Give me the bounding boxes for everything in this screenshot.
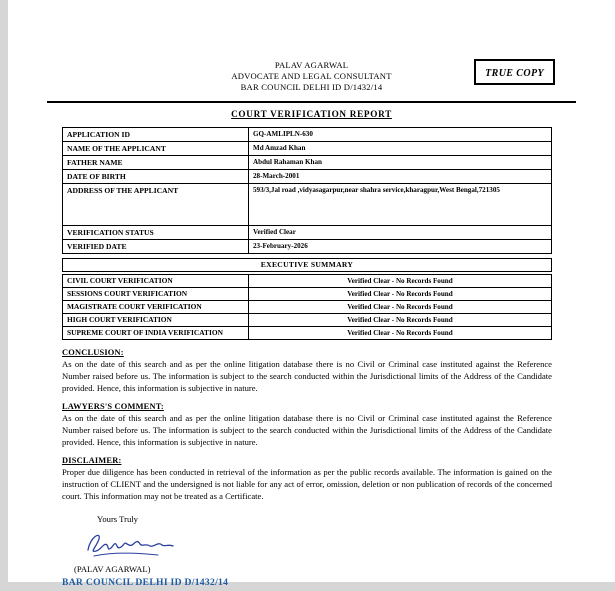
true-copy-label: TRUE COPY	[485, 68, 544, 79]
header-divider	[47, 101, 576, 103]
lawyers-comment-heading: LAWYERS'S COMMENT:	[62, 401, 164, 411]
summary-value: Verified Clear - No Records Found	[249, 313, 552, 326]
summary-label: CIVIL COURT VERIFICATION	[63, 274, 249, 287]
table-row	[63, 169, 552, 183]
report-title: COURT VERIFICATION REPORT	[231, 108, 392, 119]
table-row	[63, 183, 552, 225]
table-row	[63, 225, 552, 239]
disclaimer-text: Proper due diligence has been conducted in retrieval of the information as per the public records available. The information is gained on the instruction of CLIENT and the undersigned is not liable for any act of error, omission, deletion or non publication of records of the concerned court. This information may not be treated as a Certificate.	[62, 466, 552, 501]
summary-value: Verified Clear - No Records Found	[249, 300, 552, 313]
conclusion-heading: CONCLUSION:	[62, 347, 124, 357]
summary-value: Verified Clear - No Records Found	[249, 287, 552, 300]
table-row	[63, 141, 552, 155]
summary-label: SESSIONS COURT VERIFICATION	[63, 287, 249, 300]
signature-image	[80, 526, 180, 564]
table-row	[63, 313, 552, 326]
field-value: 28-March-2001	[249, 169, 552, 183]
disclaimer-heading: DISCLAIMER:	[62, 455, 122, 465]
field-value: Verified Clear	[249, 225, 552, 239]
table-row	[63, 127, 552, 141]
signer-name: (PALAV AGARWAL)	[74, 563, 151, 574]
executive-summary-title: EXECUTIVE SUMMARY	[63, 258, 552, 271]
executive-summary-header	[62, 258, 552, 272]
field-label: VERIFICATION STATUS	[63, 225, 249, 239]
applicant-details-table	[62, 127, 552, 254]
lawyers-comment-section	[62, 402, 552, 448]
field-label: ADDRESS OF THE APPLICANT	[63, 183, 249, 225]
summary-label: MAGISTRATE COURT VERIFICATION	[63, 300, 249, 313]
conclusion-section	[62, 348, 552, 394]
field-value: 593/3,Jal road ,vidyasagarpur,near shahra service,kharagpur,West Bengal,721305	[249, 183, 552, 225]
table-row	[63, 155, 552, 169]
advocate-bar-id: BAR COUNCIL DELHI ID D/1432/14	[240, 82, 383, 93]
table-row	[63, 274, 552, 287]
table-row	[63, 326, 552, 339]
executive-summary-table	[62, 274, 552, 340]
field-label: DATE OF BIRTH	[63, 169, 249, 183]
true-copy-stamp	[474, 59, 555, 85]
conclusion-text: As on the date of this search and as per the online litigation database there is no Civil or Criminal case instituted against the Reference Number raised before us. The information is subject to the search conducted within the Jurisdictional limits of the Address of the Candidate provided. Hence, this information is subjective in nature.	[62, 358, 552, 393]
table-row	[63, 258, 552, 271]
table-row	[63, 287, 552, 300]
field-value: Md Amzad Khan	[249, 141, 552, 155]
field-value: 23-February-2026	[249, 239, 552, 253]
advocate-name: PALAV AGARWAL	[274, 60, 349, 70]
field-value: GQ-AMLIPLN-630	[249, 127, 552, 141]
summary-label: SUPREME COURT OF INDIA VERIFICATION	[63, 326, 249, 339]
field-label: FATHER NAME	[63, 155, 249, 169]
signer-bar-id: BAR COUNCIL DELHI ID D/1432/14	[62, 576, 229, 588]
summary-value: Verified Clear - No Records Found	[249, 274, 552, 287]
field-label: VERIFIED DATE	[63, 239, 249, 253]
lawyers-comment-text: As on the date of this search and as per the online litigation database there is no Civil or Criminal case instituted against the Reference Number raised before us. The information is subject to the search conducted within the Jurisdictional limits of the Address of the Candidate provided. Hence, this information is subjective in nature.	[62, 412, 552, 447]
signature	[80, 526, 552, 564]
summary-value: Verified Clear - No Records Found	[249, 326, 552, 339]
table-row	[63, 300, 552, 313]
summary-label: HIGH COURT VERIFICATION	[63, 313, 249, 326]
advocate-role: ADVOCATE AND LEGAL CONSULTANT	[231, 71, 392, 82]
salutation: Yours Truly	[97, 513, 138, 524]
report-body	[62, 127, 552, 588]
table-row	[63, 239, 552, 253]
field-value: Abdul Rahaman Khan	[249, 155, 552, 169]
document-page	[8, 0, 615, 588]
field-label: APPLICATION ID	[63, 127, 249, 141]
disclaimer-section	[62, 456, 552, 502]
field-label: NAME OF THE APPLICANT	[63, 141, 249, 155]
